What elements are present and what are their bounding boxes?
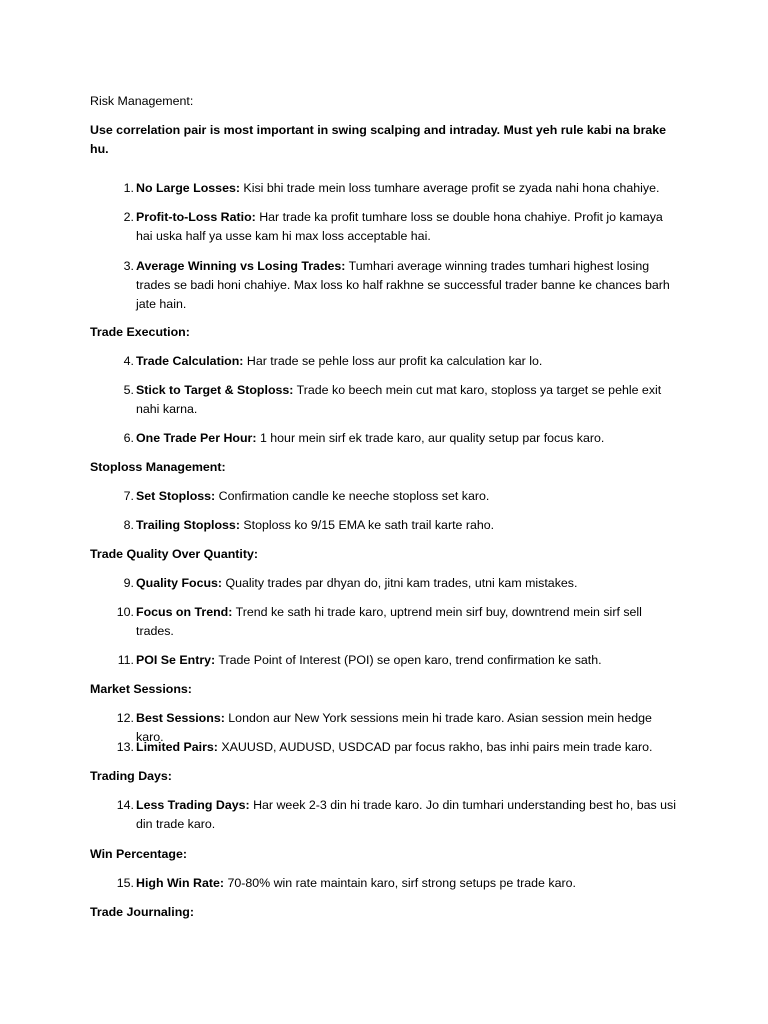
item-text: XAUUSD, AUDUSD, USDCAD par focus rakho, bas inhi pairs mein trade karo. — [217, 740, 653, 754]
item-text: Har week 2-3 din hi trade karo. Jo din tumhari understanding best ho, bas usi din trade karo. — [136, 798, 676, 831]
item-text: Trade Point of Interest (POI) se open karo, trend confirmation ke sath. — [215, 653, 602, 667]
item-number: 1. — [123, 181, 134, 195]
item-number: 13. — [116, 740, 134, 754]
item-text: 70-80% win rate maintain karo, sirf strong setups pe trade karo. — [224, 876, 576, 890]
item-label: Quality Focus: — [136, 576, 223, 590]
item-label: High Win Rate: — [136, 876, 224, 890]
item-text: Har trade se pehle loss aur profit ka calculation kar lo. — [243, 354, 543, 368]
item-number: 12. — [116, 711, 134, 725]
item-label: Profit-to-Loss Ratio: — [136, 210, 256, 224]
item-text: Har trade ka profit tumhare loss se double hona chahiye. Profit jo kamaya hai uska half ya usse kam hi max loss acceptable hai. — [136, 210, 663, 243]
item-label: Stick to Target & Stoploss: — [136, 383, 294, 397]
item-label: Focus on Trend: — [136, 605, 233, 619]
item-number: 3. — [123, 259, 134, 273]
item-number: 4. — [123, 354, 134, 368]
item-text: Trend ke sath hi trade karo, uptrend mein sirf buy, downtrend mein sirf sell trades. — [136, 605, 642, 638]
item-number: 14. — [116, 798, 134, 812]
item-text: Confirmation candle ke neeche stoploss set karo. — [215, 489, 490, 503]
item-text: 1 hour mein sirf ek trade karo, aur quality setup par focus karo. — [256, 431, 605, 445]
section-heading-stoploss-management: Stoploss Management: — [90, 460, 226, 474]
item-label: One Trade Per Hour: — [136, 431, 257, 445]
item-label: Average Winning vs Losing Trades: — [136, 259, 346, 273]
correlation-note: Use correlation pair is most important in swing scalping and intraday. Must yeh rule kabi na brake hu. — [90, 123, 667, 156]
section-heading-win-percentage: Win Percentage: — [90, 847, 187, 861]
item-number: 15. — [116, 876, 134, 890]
risk-management-heading: Risk Management: — [90, 94, 194, 108]
item-label: No Large Losses: — [136, 181, 240, 195]
item-label: Set Stoploss: — [136, 489, 216, 503]
item-text: Quality trades par dhyan do, jitni kam trades, utni kam mistakes. — [222, 576, 578, 590]
item-label: Best Sessions: — [136, 711, 225, 725]
item-text: Tumhari average winning trades tumhari highest losing trades se badi honi chahiye. Max loss ko half rakhne se successful trader banne ke chances barh jate hain. — [136, 259, 670, 311]
section-heading-trade-execution: Trade Execution: — [90, 325, 190, 339]
section-heading-market-sessions: Market Sessions: — [90, 682, 192, 696]
item-text: London aur New York sessions mein hi trade karo. Asian session mein hedge karo. — [136, 711, 652, 744]
section-heading-trade-quality: Trade Quality Over Quantity: — [90, 547, 259, 561]
item-number: 9. — [123, 576, 134, 590]
item-number: 8. — [123, 518, 134, 532]
item-label: Less Trading Days: — [136, 798, 250, 812]
item-number: 7. — [123, 489, 134, 503]
item-text: Stoploss ko 9/15 EMA ke sath trail karte raho. — [239, 518, 495, 532]
item-number: 5. — [123, 383, 134, 397]
item-number: 6. — [123, 431, 134, 445]
section-heading-trade-journaling: Trade Journaling: — [90, 905, 194, 919]
item-label: Trailing Stoploss: — [136, 518, 240, 532]
item-label: POI Se Entry: — [136, 653, 216, 667]
item-text: Trade ko beech mein cut mat karo, stoploss ya target se pehle exit nahi karna. — [136, 383, 662, 416]
item-text: Kisi bhi trade mein loss tumhare average profit se zyada nahi hona chahiye. — [239, 181, 660, 195]
item-number: 11. — [117, 653, 134, 667]
item-label: Limited Pairs: — [136, 740, 218, 754]
section-heading-trading-days: Trading Days: — [90, 769, 172, 783]
item-number: 10. — [116, 605, 134, 619]
item-label: Trade Calculation: — [136, 354, 244, 368]
item-number: 2. — [123, 210, 134, 224]
